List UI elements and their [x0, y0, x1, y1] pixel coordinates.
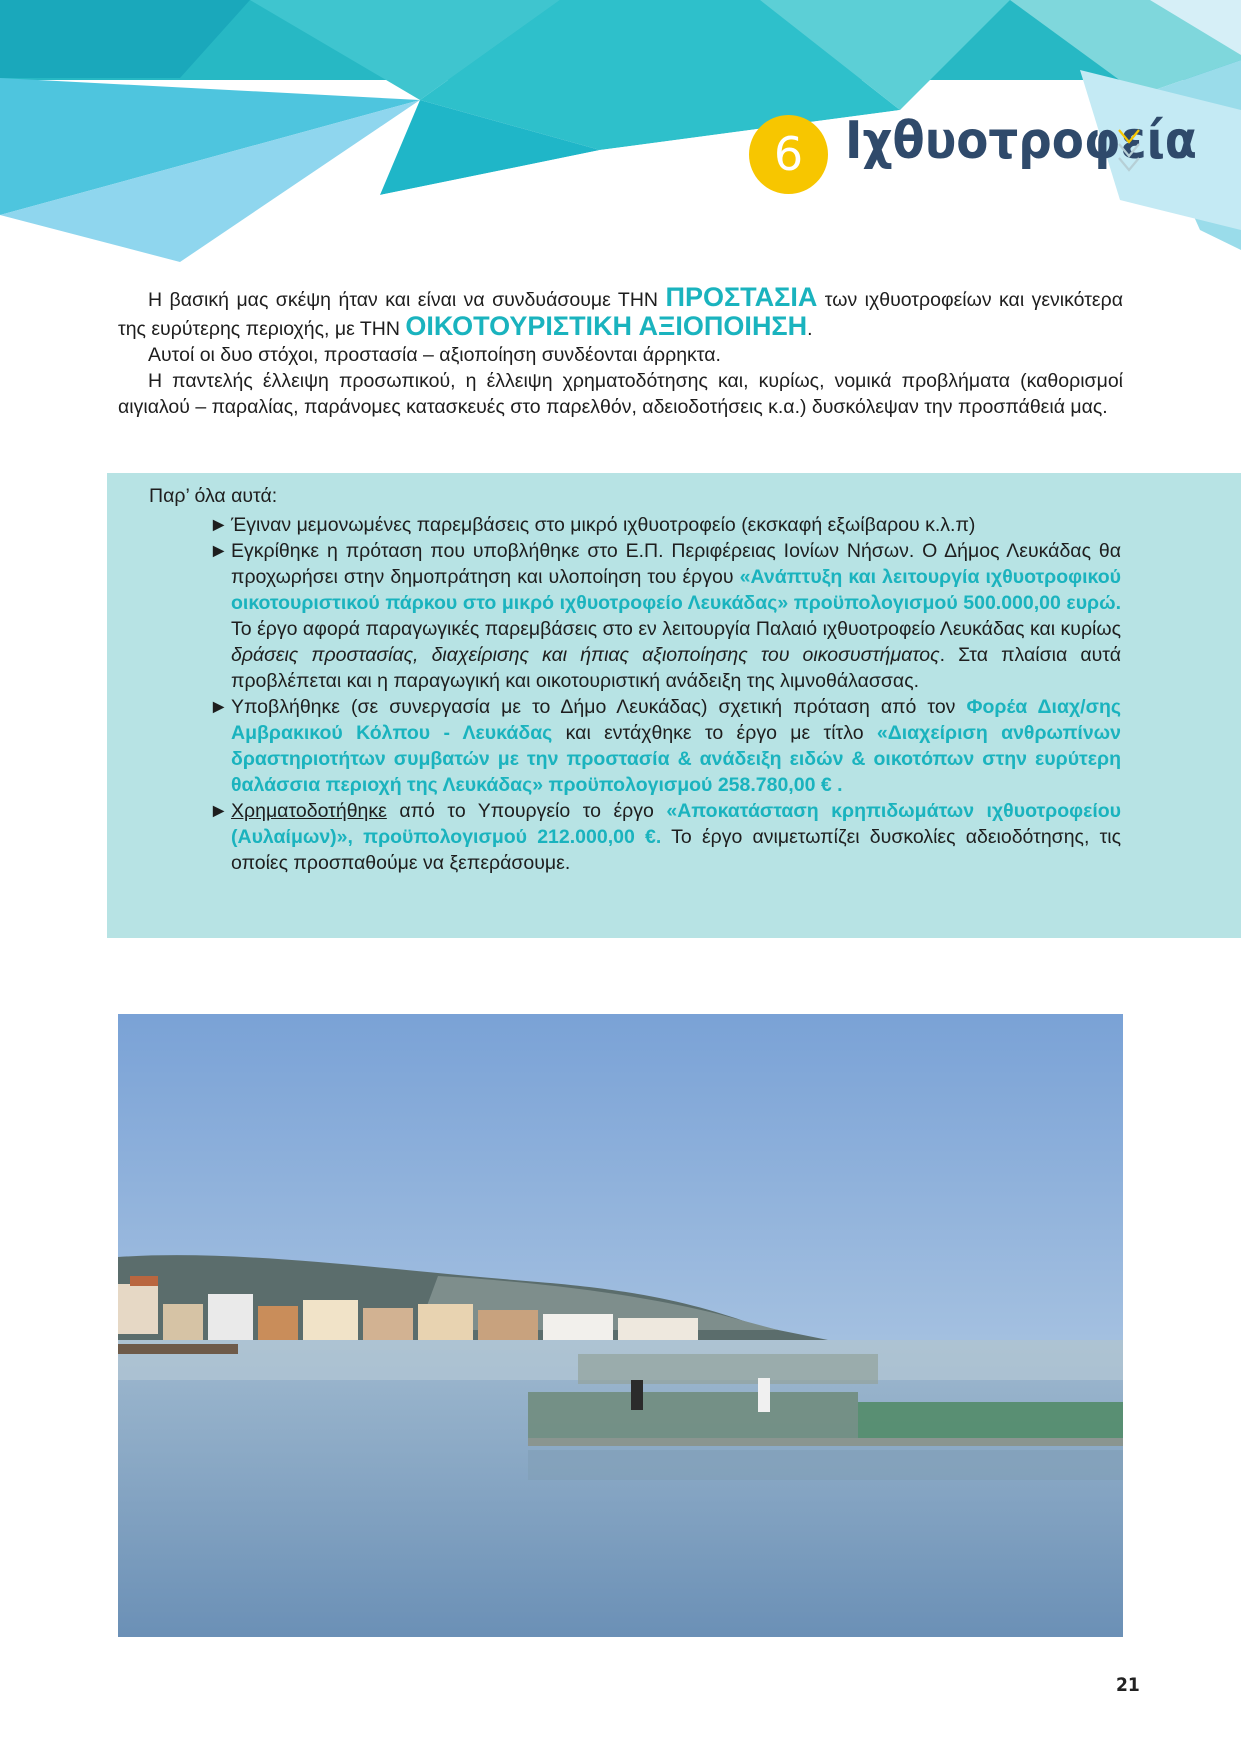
arrow-icon: ► [209, 540, 229, 562]
lagoon-photo [118, 1014, 1123, 1637]
page-number: 21 [1116, 1674, 1140, 1696]
bullet-item: ► Χρηματοδοτήθηκε από το Υπουργείο το έργο «Αποκατάσταση κρηπιδωμάτων ιχθυοτροφείου (Αυλαίμων)», προϋπολογισμού 212.000,00 €. Το έργο ανιμετωπίζει δυσκολίες αδειοδότησης, τις οποίες προσπαθούμε να ξεπεράσουμε. [209, 800, 1122, 874]
chapter-title: Ιχθυοτροφεία [845, 111, 1197, 171]
intro-paragraph: Αυτοί οι δυο στόχοι, προστασία – αξιοποίηση συνδέονται άρρηκτα. [148, 344, 721, 366]
intro-paragraph: Η βασική μας σκέψη ήταν και είναι να συνδυάσουμε ΤΗΝ ΠΡΟΣΤΑΣΙΑ των ιχθυοτροφείων και γενικότερα της ευρύτερης περιοχής, με ΤΗΝ ΟΙΚΟΤΟΥΡΙΣΤΙΚΗ ΑΞΙΟΠΟΙΗΣΗ. [118, 282, 1123, 341]
highlight-protection: ΠΡΟΣΤΑΣΙΑ [665, 282, 818, 312]
highlight-panel [107, 473, 1241, 938]
chapter-number-badge: 6 [749, 115, 828, 194]
intro-paragraph: Η παντελής έλλειψη προσωπικού, η έλλειψη χρηματοδότησης και, κυρίως, νομικά προβλήματα (καθορισμοί αιγιαλού – παραλίας, παράνομες κατασκευές στο παρελθόν, αδειοδοτήσεις κ.α.) δυσκόλεψαν την προσπάθειά μας. [118, 370, 1123, 418]
bullet-item: ► Υποβλήθηκε (σε συνεργασία με το Δήμο Λευκάδας) σχετική πρόταση από τον Φορέα Διαχ/σης Αμβρακικού Κόλπου - Λευκάδας και εντάχθηκε το έργο με τίτλο «Διαχείριση ανθρωπίνων δραστηριοτήτων συμβατών με την προστασία & ανάδειξη ειδών & οικοτόπων στην ευρύτερη θαλάσσια περιοχή της Λευκάδας» προϋπολογισμού 258.780,00 € . [209, 696, 1121, 796]
arrow-icon: ► [209, 514, 229, 536]
intro-text [118, 284, 1123, 420]
panel-lead: Παρ’ όλα αυτά: [149, 485, 278, 507]
arrow-icon: ► [209, 696, 229, 718]
bullet-item: ► Εγκρίθηκε η πρόταση που υποβλήθηκε στο Ε.Π. Περιφέρειας Ιονίων Νήσων. Ο Δήμος Λευκάδας θα προχωρήσει στην δημοπράτηση και υλοποίηση του έργου «Ανάπτυξη και λειτουργία ιχθυοτροφικού οικοτουριστικού πάρκου στο μικρό ιχθυοτροφείο Λευκάδας» προϋπολογισμού 500.000,00 ευρώ. Το έργο αφορά παραγωγικές παρεμβάσεις στο εν λειτουργία Παλαιό ιχθυοτροφείο Λευκάδας και κυρίως δράσεις προστασίας, διαχείρισης και ήπιας αξιοποίησης του οικοσυστήματος. Στα πλαίσια αυτά προβλέπεται και η παραγωγική και οικοτουριστική ανάδειξη της λιμνοθάλασσας. [209, 540, 1121, 692]
arrow-icon: ► [209, 800, 229, 822]
chevron-down-icon [1116, 124, 1142, 174]
bullet-item: ► Έγιναν μεμονωμένες παρεμβάσεις στο μικρό ιχθυοτροφείο (εκσκαφή εξωίβαρου κ.λ.π) [209, 514, 976, 536]
highlight-ecotourism: ΟΙΚΟΤΟΥΡΙΣΤΙΚΗ ΑΞΙΟΠΟΙΗΣΗ [405, 311, 808, 341]
